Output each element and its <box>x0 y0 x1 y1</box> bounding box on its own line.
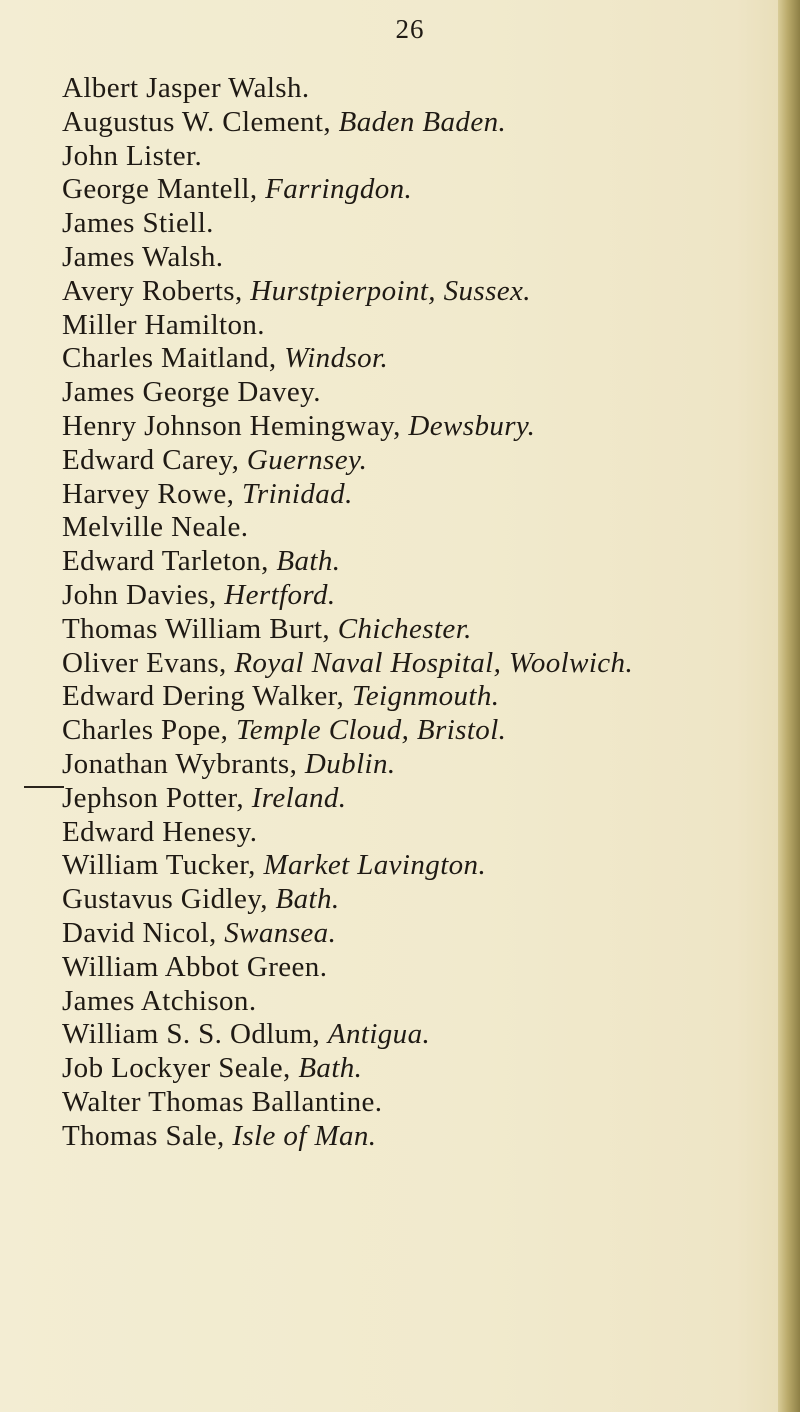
margin-dash-mark <box>24 786 64 788</box>
entry-place: Bath. <box>276 545 341 578</box>
entry-place: Baden Baden. <box>338 105 507 138</box>
entry-name: Augustus W. Clement, <box>62 105 339 138</box>
list-entry <box>62 444 782 478</box>
entry-name: Thomas William Burt, <box>62 612 338 645</box>
entry-place: Swansea. <box>224 916 337 949</box>
list-entry <box>62 816 782 850</box>
list-entry <box>62 748 782 782</box>
entry-name: Edward Henesy. <box>62 815 258 848</box>
entry-name: Avery Roberts, <box>62 274 251 307</box>
subscriber-list <box>62 72 782 1154</box>
list-entry <box>62 545 782 579</box>
entry-name: Walter Thomas Ballantine. <box>62 1085 383 1118</box>
list-entry <box>62 478 782 512</box>
list-entry <box>62 241 782 275</box>
list-entry <box>62 72 782 106</box>
list-entry <box>62 410 782 444</box>
list-entry <box>62 1120 782 1154</box>
list-entry <box>62 579 782 613</box>
entry-name: George Mantell, <box>62 173 266 206</box>
entry-name: William Abbot Green. <box>62 950 328 983</box>
entry-place: Market Lavington. <box>263 849 487 882</box>
list-entry <box>62 140 782 174</box>
entry-name: Edward Dering Walker, <box>62 680 352 713</box>
entry-name: David Nicol, <box>62 916 225 949</box>
list-entry <box>62 714 782 748</box>
entry-place: Bath. <box>298 1052 363 1085</box>
entry-place: Guernsey. <box>246 443 368 476</box>
entry-place: Hertford. <box>224 578 336 611</box>
entry-name: John Davies, <box>62 578 225 611</box>
list-entry <box>62 342 782 376</box>
entry-name: Gustavus Gidley, <box>62 883 276 916</box>
list-entry <box>62 849 782 883</box>
entry-name: Henry Johnson Hemingway, <box>62 409 409 442</box>
entry-place: Bath. <box>275 883 340 916</box>
entry-name: James Stiell. <box>62 207 214 240</box>
entry-name: Edward Tarleton, <box>62 545 277 578</box>
entry-place: Royal Naval Hospital, Woolwich. <box>234 646 634 679</box>
entry-place: Teignmouth. <box>351 680 500 713</box>
list-entry <box>62 173 782 207</box>
list-entry <box>62 613 782 647</box>
entry-place: Dublin. <box>304 747 396 780</box>
entry-place: Temple Cloud, Bristol. <box>235 714 507 747</box>
list-entry <box>62 782 782 816</box>
list-entry <box>62 376 782 410</box>
entry-name: John Lister. <box>62 139 203 172</box>
entry-name: Melville Neale. <box>62 511 249 544</box>
entry-name: James George Davey. <box>62 376 321 409</box>
list-entry <box>62 511 782 545</box>
list-entry <box>62 106 782 140</box>
entry-name: Jonathan Wybrants, <box>62 747 305 780</box>
entry-name: Charles Pope, <box>62 714 236 747</box>
list-entry <box>62 985 782 1019</box>
entry-name: Edward Carey, <box>62 443 247 476</box>
entry-place: Hurstpierpoint, Sussex. <box>250 274 531 307</box>
entry-place: Dewsbury. <box>408 409 536 442</box>
entry-place: Antigua. <box>327 1018 431 1051</box>
entry-name: Thomas Sale, <box>62 1119 233 1152</box>
entry-place: Windsor. <box>284 342 389 375</box>
entry-name: Job Lockyer Seale, <box>62 1052 299 1085</box>
list-entry <box>62 1052 782 1086</box>
entry-name: James Walsh. <box>62 240 224 273</box>
entry-name: Miller Hamilton. <box>62 308 265 341</box>
entry-place: Trinidad. <box>241 477 353 510</box>
page-number: 26 <box>395 14 425 44</box>
entry-name: Jephson Potter, <box>62 781 252 814</box>
entry-place: Chichester. <box>337 612 472 645</box>
list-entry <box>62 275 782 309</box>
entry-name: William Tucker, <box>62 849 264 882</box>
entry-name: Oliver Evans, <box>62 646 235 679</box>
list-entry <box>62 1086 782 1120</box>
entry-name: James Atchison. <box>62 984 257 1017</box>
list-entry <box>62 951 782 985</box>
entry-place: Farringdon. <box>265 173 413 206</box>
list-entry <box>62 1018 782 1052</box>
entry-name: Albert Jasper Walsh. <box>62 72 310 104</box>
list-entry <box>62 883 782 917</box>
list-entry <box>62 680 782 714</box>
entry-place: Isle of Man. <box>232 1119 377 1152</box>
list-entry <box>62 309 782 343</box>
entry-name: William S. S. Odlum, <box>62 1018 328 1051</box>
entry-name: Charles Maitland, <box>62 342 285 375</box>
list-entry <box>62 917 782 951</box>
list-entry <box>62 647 782 681</box>
entry-name: Harvey Rowe, <box>62 477 242 510</box>
list-entry <box>62 207 782 241</box>
entry-place: Ireland. <box>251 781 347 814</box>
